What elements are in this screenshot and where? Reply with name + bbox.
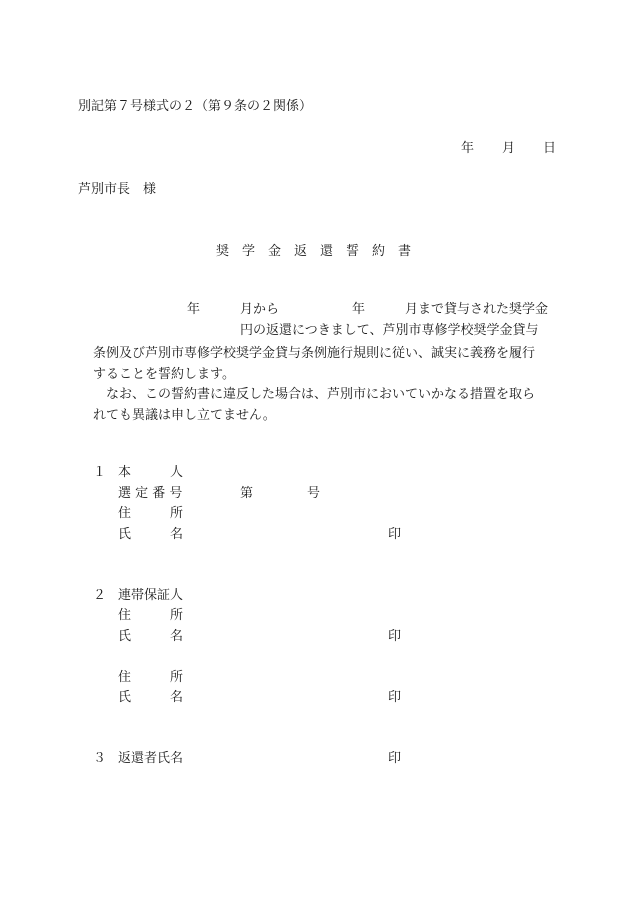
section-1-number: １ [93,465,107,480]
selection-number-label: 選 定 番 号 [118,486,183,501]
section-1-title: 本 人 [118,465,184,480]
date-day: 日 [543,141,557,156]
seal-mark: 印 [388,527,402,542]
name-label: 氏 名 [118,690,184,705]
body-year-2: 年 [352,302,366,317]
address-label: 住 所 [118,506,184,521]
date-year: 年 [461,141,475,156]
addressee: 芦別市長 様 [78,182,157,197]
body-line-4: することを誓約します。 [93,367,235,382]
seal-mark: 印 [388,690,402,705]
name-label: 氏 名 [118,527,184,542]
form-label: 別記第７号様式の２（第９条の２関係） [78,99,313,114]
section-2-number: ２ [93,588,107,603]
body-line-6: れても異議は申し立てません。 [93,408,276,423]
section-3-number: ３ [93,751,107,766]
date-month: 月 [502,141,516,156]
section-2-title: 連帯保証人 [118,588,184,603]
address-label: 住 所 [118,608,184,623]
selection-number-prefix: 第 [240,486,254,501]
body-until: 月まで貸与された奨学金 [405,302,549,317]
body-year-1: 年 [187,302,201,317]
selection-number-suffix: 号 [307,486,321,501]
address-label: 住 所 [118,670,184,685]
seal-mark: 印 [388,751,402,766]
body-line-3: 条例及び芦別市専修学校奨学金貸与条例施行規則に従い、誠実に義務を履行 [93,346,536,361]
body-line-5: なお、この誓約書に違反した場合は、芦別市においていかなる措置を取ら [106,387,536,402]
section-3-title: 返還者氏名 [118,751,184,766]
body-from: 月から [240,302,280,317]
name-label: 氏 名 [118,629,184,644]
seal-mark: 印 [388,629,402,644]
body-line-2: 円の返還につきまして、芦別市専修学校奨学金貸与 [240,323,539,338]
document-title: 奨 学 金 返 還 誓 約 書 [216,244,412,259]
